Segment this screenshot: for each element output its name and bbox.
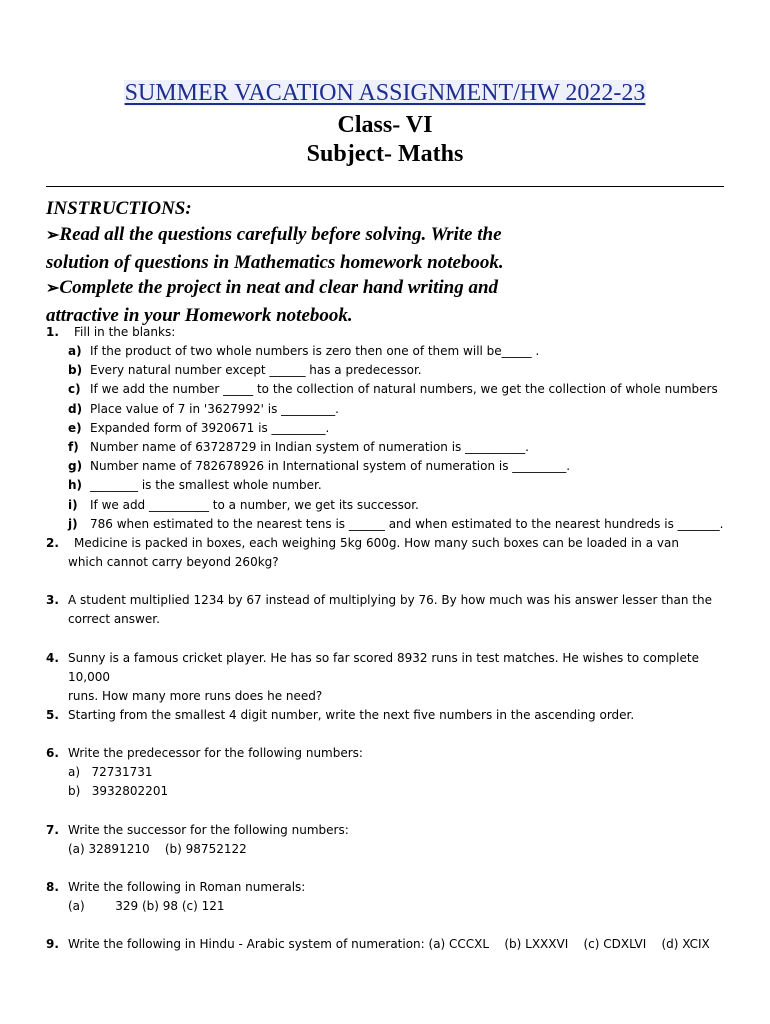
question-8 (46, 878, 736, 916)
question-number: 3. (46, 593, 59, 607)
item-text: Number name of 63728729 in Indian system of numeration is __________. (90, 439, 529, 454)
item-label: f) (68, 439, 79, 454)
question-7 (46, 821, 736, 859)
arrow-bullet-icon: ➢ (46, 280, 60, 297)
instructions-heading: INSTRUCTIONS: (46, 198, 192, 219)
question-3 (46, 591, 736, 629)
item-label: a) (68, 344, 82, 358)
question-text: Sunny is a famous cricket player. He has so far scored 8932 runs in test matches. He wishes to complete 10,000 (68, 651, 699, 684)
question-text: A student multiplied 1234 by 67 instead of multiplying by 76. By how much was his answer lesser than the (68, 593, 712, 607)
item-label: j) (68, 516, 78, 531)
question-4 (46, 649, 736, 706)
question-text: runs. How many more runs does he need? (68, 689, 323, 703)
question-5 (46, 706, 736, 725)
question-text: Write the predecessor for the following numbers: (68, 746, 363, 760)
question-text: Fill in the blanks: (74, 325, 176, 339)
fill-blanks-list (46, 342, 736, 534)
item-text: If we add the number _____ to the collection of natural numbers, we get the collection of whole numbers (90, 382, 718, 397)
fill-blank-item (46, 342, 736, 361)
number-item: a) 72731731 (68, 765, 153, 779)
class-heading: Class- VI (337, 112, 433, 138)
fill-blank-item (46, 476, 736, 495)
fill-blank-item (46, 457, 736, 476)
arrow-bullet-icon: ➢ (46, 227, 60, 244)
number-item: b) 3932802201 (68, 784, 169, 798)
fill-blank-item (46, 400, 736, 419)
title-link[interactable]: SUMMER VACATION ASSIGNMENT/HW 2022-23 (124, 80, 646, 106)
question-number: 2. (46, 536, 59, 550)
question-number: 5. (46, 708, 59, 722)
fill-blank-item (46, 496, 736, 515)
instruction-text: Read all the questions carefully before solving. Write the (59, 224, 502, 245)
instruction-item-project (46, 275, 736, 329)
item-text: If we add __________ to a number, we get its successor. (90, 497, 419, 512)
item-text: 786 when estimated to the nearest tens is ______ and when estimated to the nearest hundreds is _______. (90, 516, 724, 531)
item-text: ________ is the smallest whole number. (90, 478, 322, 493)
question-number: 8. (46, 880, 59, 894)
question-text: correct answer. (68, 612, 160, 626)
item-label: b) (68, 363, 83, 378)
question-number: 1. (46, 325, 59, 339)
fill-blank-item (46, 515, 736, 534)
item-text: Number name of 782678926 in International system of numeration is _________. (90, 459, 571, 474)
question-text: Medicine is packed in boxes, each weighing 5kg 600g. How many such boxes can be loaded in a van (74, 536, 679, 550)
question-text: Starting from the smallest 4 digit number, write the next five numbers in the ascending order. (68, 708, 635, 722)
fill-blank-item (46, 361, 736, 380)
instruction-text: Complete the project in neat and clear hand writing and (59, 277, 499, 298)
question-6 (46, 744, 736, 801)
number-items: (a) 329 (b) 98 (c) 121 (68, 899, 225, 913)
divider-line (46, 186, 724, 187)
question-text: Write the successor for the following numbers: (68, 823, 349, 837)
item-text: Every natural number except ______ has a predecessor. (90, 363, 422, 378)
question-9 (46, 935, 736, 954)
fill-blank-item (46, 380, 736, 399)
subject-heading: Subject- Maths (306, 141, 464, 167)
question-number: 7. (46, 823, 59, 837)
fill-blank-item (46, 438, 736, 457)
instruction-text: solution of questions in Mathematics homework notebook. (46, 251, 504, 273)
question-number: 6. (46, 746, 59, 760)
question-number: 9. (46, 937, 59, 951)
instruction-item-read (46, 222, 736, 276)
item-label: i) (68, 497, 78, 512)
item-label: g) (68, 459, 83, 474)
question-2 (46, 534, 736, 572)
item-label: e) (68, 420, 82, 435)
item-text: Expanded form of 3920671 is _________. (90, 420, 330, 435)
question-text: which cannot carry beyond 260kg? (68, 555, 279, 569)
assignment-title (0, 79, 770, 107)
item-text: Place value of 7 in '3627992' is _________. (90, 401, 339, 416)
item-label: c) (68, 382, 81, 397)
item-label: d) (68, 401, 83, 416)
instruction-text: attractive in your Homework notebook. (46, 304, 353, 326)
question-1 (46, 323, 736, 534)
question-text: Write the following in Roman numerals: (68, 880, 306, 894)
question-number: 4. (46, 651, 59, 665)
question-text: Write the following in Hindu - Arabic system of numeration: (a) CCCXL (b) LXXXVI (c) CDXLVI (d) XCIX (68, 937, 710, 951)
number-items: (a) 32891210 (b) 98752122 (68, 842, 247, 856)
item-label: h) (68, 478, 83, 493)
fill-blank-item (46, 419, 736, 438)
item-text: If the product of two whole numbers is zero then one of them will be_____ . (90, 344, 540, 358)
